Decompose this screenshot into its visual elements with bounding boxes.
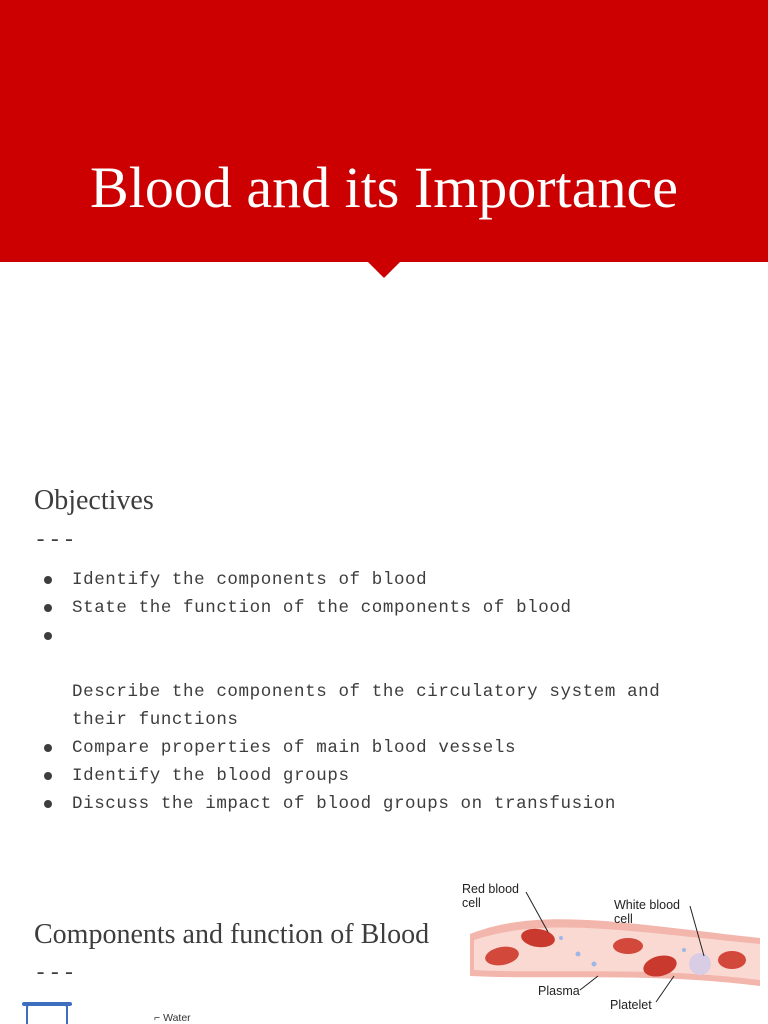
white-blood-cell-label: White blood cell <box>614 898 681 926</box>
objective-item <box>40 762 740 790</box>
platelet <box>592 962 597 967</box>
objective-text: Discuss the impact of blood groups on transfusion <box>72 794 616 814</box>
plasma-label: Plasma <box>538 984 580 998</box>
objective-item <box>40 594 740 622</box>
objective-text: Identify the blood groups <box>72 766 350 786</box>
title-slide-banner <box>0 0 768 262</box>
objective-item <box>40 790 740 818</box>
bullet-icon <box>44 800 52 808</box>
title-banner-notch <box>368 262 400 278</box>
platelet <box>559 936 563 940</box>
bullet-icon <box>44 604 52 612</box>
water-label-text: Water <box>163 1012 191 1024</box>
water-label: ⌐ Water <box>154 1012 191 1024</box>
objective-text: Compare properties of main blood vessels <box>72 738 517 758</box>
blood-vessel-figure <box>460 876 760 1024</box>
objectives-heading: Objectives <box>34 485 154 516</box>
beaker-icon <box>26 1004 68 1024</box>
components-heading: Components and function of Blood <box>34 919 430 950</box>
objective-item <box>40 566 740 594</box>
bullet-icon <box>44 772 52 780</box>
pointer-line <box>580 976 598 990</box>
objectives-rule: --- <box>34 528 77 553</box>
white-blood-cell <box>689 953 711 975</box>
pointer-line <box>656 976 674 1002</box>
objective-item <box>40 622 740 734</box>
objective-item <box>40 734 740 762</box>
objective-text: State the function of the components of blood <box>72 598 572 618</box>
red-blood-cell <box>613 938 643 954</box>
platelet <box>682 948 686 952</box>
bullet-icon <box>44 632 52 640</box>
objective-text: Identify the components of blood <box>72 570 428 590</box>
bullet-icon <box>44 576 52 584</box>
objective-text: Describe the components of the circulatory system and their functions <box>72 682 661 730</box>
red-blood-cell <box>718 951 746 969</box>
platelet <box>576 952 581 957</box>
bullet-icon <box>44 744 52 752</box>
platelet-label: Platelet <box>610 998 652 1012</box>
slide-title: Blood and its Importance <box>90 155 678 220</box>
components-rule: --- <box>34 961 77 986</box>
objectives-list <box>40 566 740 818</box>
red-blood-cell-label: Red blood cell <box>462 882 519 910</box>
